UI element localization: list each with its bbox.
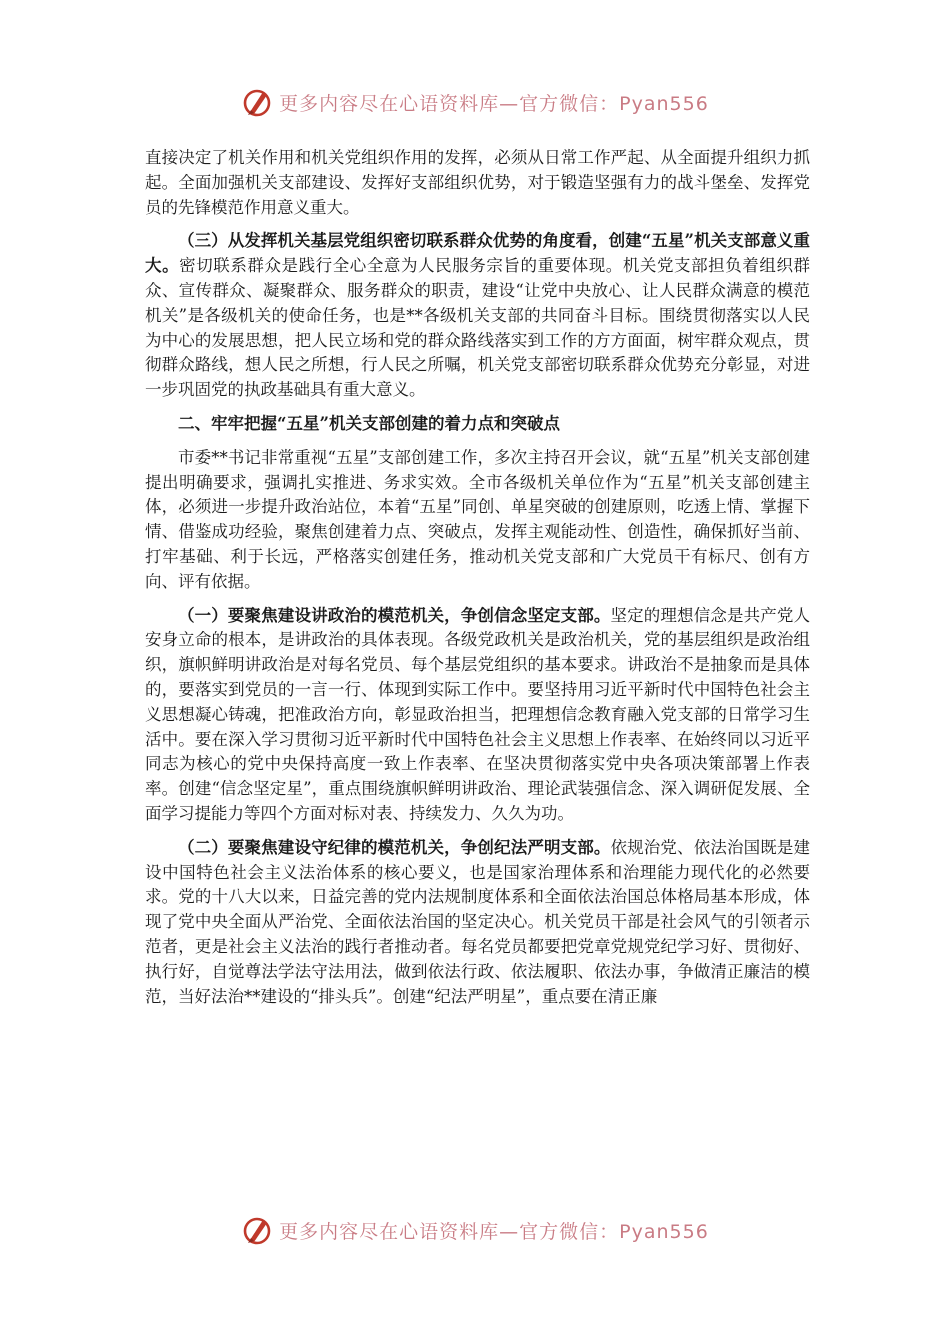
paragraph-heading: （一）要聚焦建设讲政治的模范机关，争创信念坚定支部。: [178, 605, 611, 625]
paragraph-heading: （二）要聚焦建设守纪律的模范机关，争创纪法严明支部。: [178, 837, 611, 857]
paragraph: [145, 836, 810, 1010]
pen-logo-icon: [241, 1214, 273, 1246]
banner-text: 更多内容尽在心语资料库—官方微信：Pyan556: [279, 92, 709, 115]
banner-text: 更多内容尽在心语资料库—官方微信：Pyan556: [279, 1220, 709, 1243]
paragraph-text: 密切联系群众是践行全心全意为人民服务宗旨的重要体现。机关党支部担负着组织群众、宣传群众、凝聚群众、服务群众的职责，建设“让党中央放心、让人民群众满意的模范机关”是各级机关的使命任务，也是**各级机关支部的共同奋斗目标。围绕贯彻落实以人民为中心的发展思想，把人民立场和党的群众路线落实到工作的方方面面，树牢群众观点，贯彻群众路线，想人民之所想，行人民之所嘱，机关党支部密切联系群众优势充分彰显，对进一步巩固党的执政基础具有重大意义。: [145, 256, 811, 400]
paragraph-text: 坚定的理想信念是共产党人安身立命的根本，是讲政治的具体表现。各级党政机关是政治机关，党的基层组织是政治组织，旗帜鲜明讲政治是对每名党员、每个基层党组织的基本要求。讲政治不是抽象而是具体的，要落实到党员的一言一行、体现到实际工作中。要坚持用习近平新时代中国特色社会主义思想凝心铸魂，把准政治方向，彰显政治担当，把理想信念教育融入党支部的日常学习生活中。要在深入学习贯彻习近平新时代中国特色社会主义思想上作表率、在始终同以习近平同志为核心的党中央保持高度一致上作表率、在坚决贯彻落实党中央各项决策部署上作表率。创建“信念坚定星”，重点围绕旗帜鲜明讲政治、理论武装强信念、深入调研促发展、全面学习提能力等四个方面对标对表、持续发力、久久为功。: [145, 605, 811, 823]
paragraph: 市委**书记非常重视“五星”支部创建工作，多次主持召开会议，就“五星”机关支部创建提出明确要求，强调扎实推进、务求实效。全市各级机关单位作为“五星”机关支部创建主体，必须进一步提升政治站位，本着“五星”同创、单星突破的创建原则，吃透上情、掌握下情、借鉴成功经验，聚焦创建着力点、突破点，发挥主观能动性、创造性，确保抓好当前、打牢基础、利于长远，严格落实创建任务，推动机关党支部和广大党员干有标尺、创有方向、评有依据。: [145, 447, 810, 591]
section-heading: 二、牢牢把握“五星”机关支部创建的着力点和突破点: [178, 413, 560, 433]
header-banner: [0, 80, 950, 124]
paragraph: [145, 604, 810, 827]
paragraph-text: 依规治党、依法治国既是建设中国特色社会主义法治体系的核心要义，也是国家治理体系和治理能力现代化的必然要求。党的十八大以来，日益完善的党内法规制度体系和全面依法治国总体格局基本形成，体现了党中央全面从严治党、全面依法治国的坚定决心。机关党员干部是社会风气的引领者示范者，更是社会主义法治的践行者推动者。每名党员都要把党章党规党纪学习好、贯彻好、执行好，自觉尊法学法守法用法，做到依法行政、依法履职、依法办事，争做清正廉洁的模范，当好法治**建设的“排头兵”。创建“纪法严明星”，重点要在清正廉: [145, 837, 811, 1006]
paragraph-heading: （三）从发挥机关基层党组织密切联系群众优势的角度看，创建“五星”机关支部意义重大。: [145, 231, 810, 276]
footer-banner: [0, 1208, 950, 1252]
pen-logo-icon: [241, 86, 273, 118]
paragraph: [145, 229, 810, 403]
paragraph: 直接决定了机关作用和机关党组织作用的发挥，必须从日常工作严起、从全面提升组织力抓起。全面加强机关支部建设、发挥好支部组织优势，对于锻造坚强有力的战斗堡垒、发挥党员的先锋模范作用意义重大。: [145, 148, 810, 217]
document-body: [145, 146, 810, 1018]
